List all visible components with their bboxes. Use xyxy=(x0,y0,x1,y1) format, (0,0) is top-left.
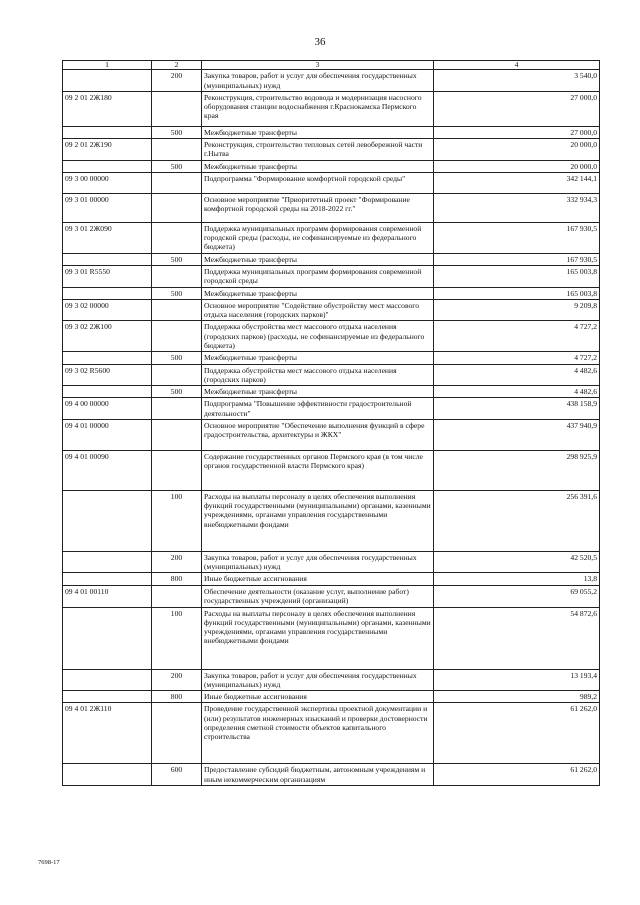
amount-cell: 42 520,5 xyxy=(434,551,600,573)
table-row xyxy=(63,703,600,764)
header-col-3: 3 xyxy=(202,61,434,70)
amount-cell: 9 209,8 xyxy=(434,299,600,321)
item-name-cell: Межбюджетные трансферты xyxy=(202,386,434,398)
budget-code-cell: 09 3 01 2Ж090 xyxy=(63,222,152,253)
expense-type-cell: 100 xyxy=(152,490,202,551)
table-row xyxy=(63,364,600,386)
expense-type-cell xyxy=(152,172,202,193)
budget-code-cell xyxy=(63,669,152,691)
item-name-cell: Межбюджетные трансферты xyxy=(202,352,434,364)
item-name-cell: Основное мероприятие "Приоритетный проект "Формирование комфортной городской среды на 2018-2022 гг." xyxy=(202,193,434,222)
expense-type-cell: 500 xyxy=(152,386,202,398)
table-header xyxy=(63,61,600,70)
table-row xyxy=(63,551,600,573)
table-row xyxy=(63,266,600,288)
expense-type-cell xyxy=(152,364,202,386)
table-row xyxy=(63,573,600,585)
item-name-cell: Закупка товаров, работ и услуг для обеспечения государственных (муниципальных) нужд xyxy=(202,551,434,573)
budget-code-cell: 09 4 01 2Ж110 xyxy=(63,703,152,764)
amount-cell: 61 262,0 xyxy=(434,703,600,764)
table-row xyxy=(63,419,600,450)
expense-type-cell xyxy=(152,321,202,352)
item-name-cell: Проведение государственной экспертизы проектной документации и (или) результатов инженерных изысканий и проверки достоверности определения сметной стоимости объектов капитального строительства xyxy=(202,703,434,764)
budget-code-cell xyxy=(63,551,152,573)
item-name-cell: Расходы на выплаты персоналу в целях обеспечения выполнения функций государственными (муниципальными) органами, казенными учреждениями, органами управления государственными внебюджетными фондами xyxy=(202,490,434,551)
table-row xyxy=(63,299,600,321)
budget-table xyxy=(62,60,600,786)
item-name-cell: Расходы на выплаты персоналу в целях обеспечения выполнения функций государственными (муниципальными) органами, казенными учреждениями, органами управления государственными внебюджетными фондами xyxy=(202,607,434,669)
item-name-cell: Поддержка муниципальных программ формирования современной городской среды xyxy=(202,266,434,288)
item-name-cell: Реконструкция, строительство водовода и модернизация насосного оборудования станции водоснабжения г.Краснокамска Пермского края xyxy=(202,91,434,126)
budget-code-cell: 09 3 01 00000 xyxy=(63,193,152,222)
amount-cell: 165 003,8 xyxy=(434,287,600,299)
budget-code-cell: 09 4 01 00000 xyxy=(63,419,152,450)
document-code: 7698-17 xyxy=(38,859,60,866)
amount-cell: 69 055,2 xyxy=(434,585,600,607)
amount-cell: 167 930,5 xyxy=(434,253,600,265)
item-name-cell: Межбюджетные трансферты xyxy=(202,160,434,172)
budget-code-cell xyxy=(63,607,152,669)
table-row xyxy=(63,193,600,222)
budget-code-cell xyxy=(63,253,152,265)
budget-code-cell xyxy=(63,573,152,585)
item-name-cell: Основное мероприятие "Обеспечение выполнения функций в сфере градостроительства, архитектуры и ЖКХ" xyxy=(202,419,434,450)
expense-type-cell xyxy=(152,222,202,253)
expense-type-cell xyxy=(152,585,202,607)
amount-cell: 3 540,0 xyxy=(434,70,600,92)
amount-cell: 989,2 xyxy=(434,691,600,703)
expense-type-cell: 200 xyxy=(152,551,202,573)
item-name-cell: Поддержка обустройства мест массового отдыха населения (городских парков) (расходы, не софинансируемые из федерального бюджета) xyxy=(202,321,434,352)
expense-type-cell xyxy=(152,398,202,420)
item-name-cell: Содержание государственных органов Пермского края (в том числе органов государственной власти Пермского края) xyxy=(202,450,434,490)
table-row xyxy=(63,253,600,265)
budget-code-cell: 09 3 01 R5550 xyxy=(63,266,152,288)
expense-type-cell: 500 xyxy=(152,253,202,265)
table-row xyxy=(63,490,600,551)
budget-code-cell: 09 2 01 2Ж190 xyxy=(63,139,152,161)
expense-type-cell xyxy=(152,450,202,490)
table-row xyxy=(63,352,600,364)
budget-code-cell: 09 4 00 00000 xyxy=(63,398,152,420)
table-row xyxy=(63,450,600,490)
amount-cell: 27 000,0 xyxy=(434,91,600,126)
expense-type-cell: 200 xyxy=(152,70,202,92)
item-name-cell: Предоставление субсидий бюджетным, автономным учреждениям и иным некоммерческим организациям xyxy=(202,764,434,786)
budget-code-cell xyxy=(63,126,152,138)
item-name-cell: Иные бюджетные ассигнования xyxy=(202,691,434,703)
amount-cell: 13,8 xyxy=(434,573,600,585)
item-name-cell: Закупка товаров, работ и услуг для обеспечения государственных (муниципальных) нужд xyxy=(202,669,434,691)
expense-type-cell: 500 xyxy=(152,352,202,364)
amount-cell: 298 925,9 xyxy=(434,450,600,490)
page-number: 36 xyxy=(314,36,326,48)
item-name-cell: Иные бюджетные ассигнования xyxy=(202,573,434,585)
amount-cell: 4 482,6 xyxy=(434,364,600,386)
expense-type-cell: 500 xyxy=(152,126,202,138)
item-name-cell: Межбюджетные трансферты xyxy=(202,126,434,138)
expense-type-cell xyxy=(152,193,202,222)
table-row xyxy=(63,764,600,786)
table-row xyxy=(63,160,600,172)
expense-type-cell: 800 xyxy=(152,573,202,585)
table-row xyxy=(63,669,600,691)
table-row xyxy=(63,91,600,126)
amount-cell: 20 000,0 xyxy=(434,139,600,161)
amount-cell: 54 872,6 xyxy=(434,607,600,669)
budget-code-cell xyxy=(63,490,152,551)
item-name-cell: Подпрограмма "Формирование комфортной городской среды" xyxy=(202,172,434,193)
table-body xyxy=(63,70,600,786)
item-name-cell: Закупка товаров, работ и услуг для обеспечения государственных (муниципальных) нужд xyxy=(202,70,434,92)
expense-type-cell: 500 xyxy=(152,160,202,172)
amount-cell: 256 391,6 xyxy=(434,490,600,551)
table-row xyxy=(63,126,600,138)
header-col-4: 4 xyxy=(434,61,600,70)
amount-cell: 437 940,9 xyxy=(434,419,600,450)
expense-type-cell: 100 xyxy=(152,607,202,669)
amount-cell: 4 727,2 xyxy=(434,352,600,364)
amount-cell: 4 482,6 xyxy=(434,386,600,398)
amount-cell: 27 000,0 xyxy=(434,126,600,138)
item-name-cell: Межбюджетные трансферты xyxy=(202,287,434,299)
budget-code-cell xyxy=(63,386,152,398)
item-name-cell: Подпрограмма "Повышение эффективности градостроительной деятельности" xyxy=(202,398,434,420)
item-name-cell: Основное мероприятие "Содействие обустройству мест массового отдыха населения (городских парков)" xyxy=(202,299,434,321)
item-name-cell: Реконструкция, строительство тепловых сетей левобережной части г.Нытва xyxy=(202,139,434,161)
item-name-cell: Поддержка муниципальных программ формирования современной городской среды (расходы, не софинансируемые из федерального бюджета) xyxy=(202,222,434,253)
table-row xyxy=(63,398,600,420)
budget-code-cell xyxy=(63,352,152,364)
amount-cell: 20 000,0 xyxy=(434,160,600,172)
amount-cell: 61 262,0 xyxy=(434,764,600,786)
table-row xyxy=(63,172,600,193)
table-row xyxy=(63,70,600,92)
expense-type-cell: 500 xyxy=(152,287,202,299)
amount-cell: 4 727,2 xyxy=(434,321,600,352)
amount-cell: 167 930,5 xyxy=(434,222,600,253)
expense-type-cell xyxy=(152,91,202,126)
item-name-cell: Поддержка обустройства мест массового отдыха населения (городских парков) xyxy=(202,364,434,386)
expense-type-cell: 200 xyxy=(152,669,202,691)
budget-code-cell xyxy=(63,287,152,299)
table-row xyxy=(63,585,600,607)
item-name-cell: Обеспечение деятельности (оказание услуг, выполнение работ) государственных учреждений (организаций) xyxy=(202,585,434,607)
amount-cell: 332 934,3 xyxy=(434,193,600,222)
budget-code-cell: 09 4 01 00110 xyxy=(63,585,152,607)
table-row xyxy=(63,691,600,703)
budget-code-cell xyxy=(63,160,152,172)
amount-cell: 13 193,4 xyxy=(434,669,600,691)
expense-type-cell: 800 xyxy=(152,691,202,703)
expense-type-cell xyxy=(152,266,202,288)
budget-code-cell: 09 3 02 00000 xyxy=(63,299,152,321)
expense-type-cell xyxy=(152,703,202,764)
budget-code-cell: 09 3 02 R5600 xyxy=(63,364,152,386)
budget-code-cell xyxy=(63,764,152,786)
table-row xyxy=(63,321,600,352)
budget-code-cell: 09 4 01 00090 xyxy=(63,450,152,490)
budget-code-cell: 09 3 00 00000 xyxy=(63,172,152,193)
expense-type-cell: 600 xyxy=(152,764,202,786)
amount-cell: 438 158,9 xyxy=(434,398,600,420)
table-row xyxy=(63,222,600,253)
budget-code-cell xyxy=(63,691,152,703)
budget-code-cell: 09 3 02 2Ж100 xyxy=(63,321,152,352)
table-row xyxy=(63,139,600,161)
header-col-1: 1 xyxy=(63,61,152,70)
expense-type-cell xyxy=(152,419,202,450)
table-row xyxy=(63,287,600,299)
item-name-cell: Межбюджетные трансферты xyxy=(202,253,434,265)
header-col-2: 2 xyxy=(152,61,202,70)
amount-cell: 342 144,1 xyxy=(434,172,600,193)
amount-cell: 165 003,8 xyxy=(434,266,600,288)
table-row xyxy=(63,607,600,669)
table-row xyxy=(63,386,600,398)
expense-type-cell xyxy=(152,139,202,161)
budget-code-cell: 09 2 01 2Ж180 xyxy=(63,91,152,126)
budget-code-cell xyxy=(63,70,152,92)
expense-type-cell xyxy=(152,299,202,321)
